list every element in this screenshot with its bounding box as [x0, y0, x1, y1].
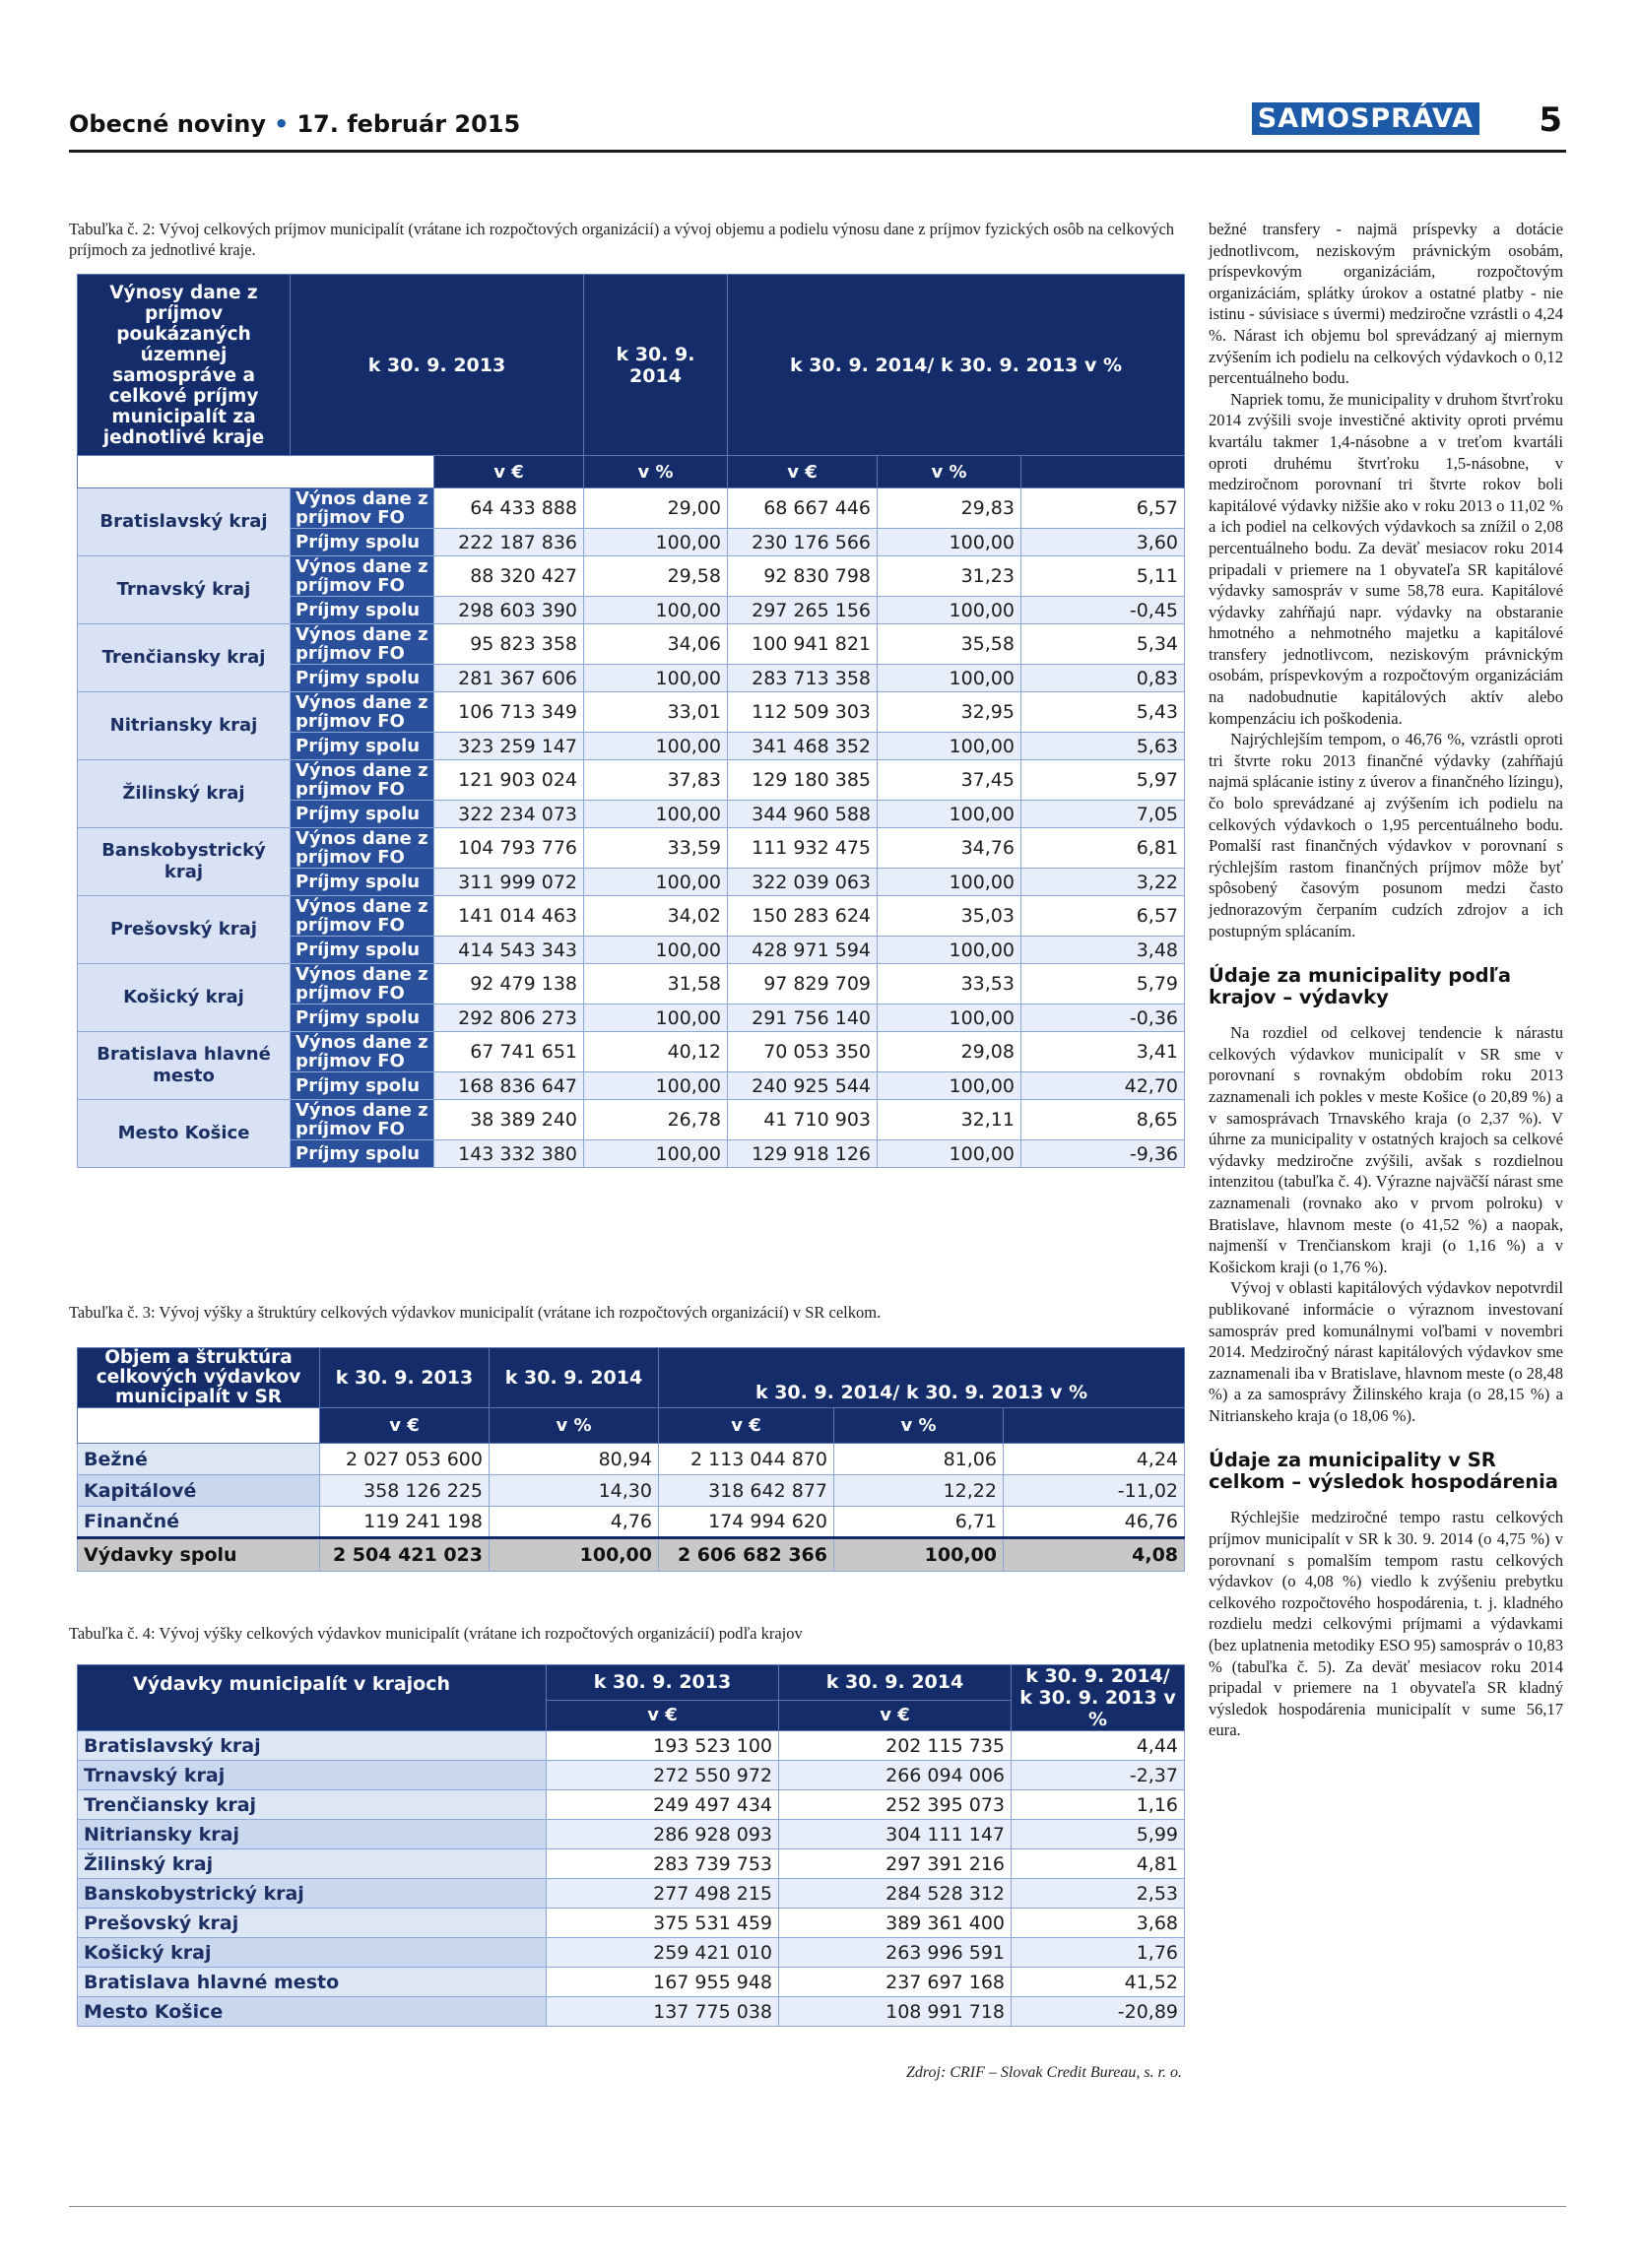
table-cell: 29,00: [584, 488, 728, 529]
table4-head-ratio: k 30. 9. 2014/ k 30. 9. 2013 v %: [1012, 1665, 1185, 1731]
table-cell: 33,59: [584, 828, 728, 869]
table-row: [78, 1997, 1185, 2027]
separator-dot: •: [273, 110, 290, 138]
table-row: [78, 1507, 1185, 1538]
table-cell: 292 806 273: [434, 1004, 584, 1032]
table-cell: 143 332 380: [434, 1140, 584, 1168]
article-paragraph: Najrýchlejším tempom, o 46,76 %, vzrástli oproti tri štvrte roku 2013 finančné výdavky (zahŕňajú najmä splácanie istiny z úverov a finančného lízingu), čo bolo sprevádzané aj zvýšením ich podielu na celkových výdavkoch o 1,95 percentuálneho bodu. Pomalší rast finančných výdavkov v porovnaní s rýchlejším rastom finančných príjmov môže byť spôsobený časovým posunom medzi často jednorazovým čerpaním cudzích zdrojov a ich postupným splácaním.: [1209, 730, 1563, 940]
table-cell: 31,58: [584, 964, 728, 1004]
table-cell: 5,99: [1012, 1820, 1185, 1849]
row-type-label: Výnos dane z príjmov FO: [291, 692, 434, 733]
masthead: [69, 110, 520, 138]
page-header: [69, 100, 1566, 153]
table-row: [78, 1790, 1185, 1820]
table2-sub-pct-2014: v %: [878, 456, 1021, 488]
row-type-label: Príjmy spolu: [291, 1004, 434, 1032]
table-cell: 100,00: [584, 597, 728, 624]
table-cell: 3,60: [1021, 529, 1185, 556]
table-row: [78, 1879, 1185, 1909]
table-cell: 37,45: [878, 760, 1021, 801]
table-cell: 67 741 651: [434, 1032, 584, 1072]
table-cell: 6,57: [1021, 488, 1185, 529]
table2-body: [78, 488, 1185, 1168]
table-cell: 2 504 421 023: [320, 1538, 490, 1572]
table-cell: 106 713 349: [434, 692, 584, 733]
table-cell: 240 925 544: [728, 1072, 878, 1100]
row-type-label: Výnos dane z príjmov FO: [291, 556, 434, 597]
table-cell: 95 823 358: [434, 624, 584, 665]
table2-sub-blank: [78, 456, 434, 488]
table-cell: 2 113 044 870: [659, 1444, 834, 1475]
table-cell: 6,81: [1021, 828, 1185, 869]
table-cell: 100,00: [584, 869, 728, 896]
table-cell: 41,52: [1012, 1968, 1185, 1997]
issue-date: 17. február 2015: [296, 110, 521, 138]
row-label: Prešovský kraj: [78, 1909, 547, 1938]
table-row-total: [78, 1538, 1185, 1572]
table-row: [78, 1761, 1185, 1790]
row-label: Finančné: [78, 1507, 320, 1538]
table2: [77, 274, 1185, 1168]
table-cell: 100,00: [584, 801, 728, 828]
table-cell: 100,00: [878, 801, 1021, 828]
table-cell: 193 523 100: [547, 1731, 779, 1761]
article-paragraph: Na rozdiel od celkovej tendencie k nárastu celkových výdavkov municipalít v SR sme v porovnaní s rovnakým obdobím roku 2013 zaznamenali ich pokles v meste Košice (o 20,89 %) a v samosprávach Trnavského kraja (o 2,37 %). V úhrne za municipality v ostatných krajoch sa celkové výdavky medziročne zvýšili, avšak s rozdielnou intenzitou (tabuľka č. 4). Výrazne najväčší nárast sme zaznamenali (rovnako ako v prvom polroku) v Bratislave, hlavnom meste (o 41,52 %) a naopak, najmenší v Trenčianskom kraji (o 1,16 %) a v Košickom kraji (o 1,76 %).: [1209, 1023, 1563, 1276]
table-cell: 150 283 624: [728, 896, 878, 937]
table4-head-2014: k 30. 9. 2014: [779, 1665, 1012, 1701]
table-cell: 237 697 168: [779, 1968, 1012, 1997]
table4-body: [78, 1731, 1185, 2027]
table-cell: 389 361 400: [779, 1909, 1012, 1938]
table-cell: 3,22: [1021, 869, 1185, 896]
table2-head-ratio: k 30. 9. 2014/ k 30. 9. 2013 v %: [728, 275, 1185, 456]
row-type-label: Príjmy spolu: [291, 597, 434, 624]
article-heading: Údaje za municipality podľa krajov – výdavky: [1209, 964, 1512, 1009]
table-cell: 100,00: [878, 665, 1021, 692]
table-cell: 263 996 591: [779, 1938, 1012, 1968]
table-cell: 174 994 620: [659, 1507, 834, 1538]
table-cell: -0,45: [1021, 597, 1185, 624]
region-name: Nitriansky kraj: [78, 692, 291, 760]
table-cell: 222 187 836: [434, 529, 584, 556]
table-cell: 100,00: [490, 1538, 659, 1572]
table-row: [78, 556, 1185, 597]
row-label: Bežné: [78, 1444, 320, 1475]
region-name: Banskobystrický kraj: [78, 828, 291, 896]
table-cell: -9,36: [1021, 1140, 1185, 1168]
table-cell: 100 941 821: [728, 624, 878, 665]
row-label: Kapitálové: [78, 1475, 320, 1507]
row-type-label: Výnos dane z príjmov FO: [291, 1032, 434, 1072]
table-cell: 97 829 709: [728, 964, 878, 1004]
table-cell: 104 793 776: [434, 828, 584, 869]
table-cell: 6,57: [1021, 896, 1185, 937]
table-cell: 12,22: [834, 1475, 1004, 1507]
table-cell: 297 265 156: [728, 597, 878, 624]
table-cell: 281 367 606: [434, 665, 584, 692]
row-label: Banskobystrický kraj: [78, 1879, 547, 1909]
table-cell: 322 039 063: [728, 869, 878, 896]
row-label: Žilinský kraj: [78, 1849, 547, 1879]
table-cell: 26,78: [584, 1100, 728, 1140]
row-type-label: Príjmy spolu: [291, 869, 434, 896]
table-cell: 92 479 138: [434, 964, 584, 1004]
table-row: [78, 488, 1185, 529]
table-cell: 121 903 024: [434, 760, 584, 801]
row-type-label: Výnos dane z príjmov FO: [291, 828, 434, 869]
table-row: [78, 692, 1185, 733]
table-cell: 88 320 427: [434, 556, 584, 597]
table-cell: 108 991 718: [779, 1997, 1012, 2027]
table-row: [78, 964, 1185, 1004]
table-cell: 100,00: [878, 1072, 1021, 1100]
table4-source: Zdroj: CRIF – Slovak Credit Bureau, s. r. o.: [906, 2064, 1182, 2081]
table-cell: 129 918 126: [728, 1140, 878, 1168]
bottom-rule: [69, 2206, 1566, 2207]
table-cell: 3,48: [1021, 937, 1185, 964]
table-cell: 35,03: [878, 896, 1021, 937]
table-cell: 277 498 215: [547, 1879, 779, 1909]
table-cell: 100,00: [878, 1140, 1021, 1168]
table-cell: 29,58: [584, 556, 728, 597]
table3-sub-blank-right: [1004, 1408, 1185, 1444]
table-cell: 5,11: [1021, 556, 1185, 597]
table-cell: 100,00: [584, 665, 728, 692]
region-name: Trnavský kraj: [78, 556, 291, 624]
table-cell: 6,71: [834, 1507, 1004, 1538]
row-type-label: Príjmy spolu: [291, 665, 434, 692]
table-cell: 286 928 093: [547, 1820, 779, 1849]
table-cell: 167 955 948: [547, 1968, 779, 1997]
table-row: [78, 1731, 1185, 1761]
table-cell: 341 468 352: [728, 733, 878, 760]
publication-name: Obecné noviny: [69, 110, 266, 138]
table-row: [78, 1909, 1185, 1938]
page-number: 5: [1539, 100, 1562, 140]
table-cell: 259 421 010: [547, 1938, 779, 1968]
table-cell: 291 756 140: [728, 1004, 878, 1032]
table3-caption: Tabuľka č. 3: Vývoj výšky a štruktúry celkových výdavkov municipalít (vrátane ich rozpočtových organizácií) v SR celkom.: [69, 1303, 882, 1322]
table3-head-col1: Objem a štruktúra celkových výdavkov municipalít v SR: [78, 1348, 320, 1408]
table-cell: 35,58: [878, 624, 1021, 665]
table-cell: 68 667 446: [728, 488, 878, 529]
table-cell: 3,68: [1012, 1909, 1185, 1938]
table4-sub-eur-2013: v €: [547, 1700, 779, 1730]
row-type-label: Príjmy spolu: [291, 529, 434, 556]
table-cell: 33,53: [878, 964, 1021, 1004]
row-label: Bratislava hlavné mesto: [78, 1968, 547, 1997]
table-row: [78, 1444, 1185, 1475]
row-label: Mesto Košice: [78, 1997, 547, 2027]
table-cell: 2,53: [1012, 1879, 1185, 1909]
table-cell: 119 241 198: [320, 1507, 490, 1538]
region-name: Bratislavský kraj: [78, 488, 291, 556]
table-cell: 283 739 753: [547, 1849, 779, 1879]
table-cell: 311 999 072: [434, 869, 584, 896]
table-cell: 100,00: [834, 1538, 1004, 1572]
table-cell: 1,76: [1012, 1938, 1185, 1968]
table-cell: 100,00: [878, 597, 1021, 624]
table2-caption: Tabuľka č. 2: Vývoj celkových príjmov municipalít (vrátane ich rozpočtových organizácií) a vývoj objemu a podielu výnosu dane z príjmov fyzických osôb na celkových príjmoch za jednotlivé kraje.: [69, 220, 1175, 259]
region-name: Bratislava hlavné mesto: [78, 1032, 291, 1100]
table-cell: 252 395 073: [779, 1790, 1012, 1820]
table-cell: 42,70: [1021, 1072, 1185, 1100]
table3-sub-pct-2014: v %: [834, 1408, 1004, 1444]
table4: [77, 1664, 1185, 2027]
table-cell: 137 775 038: [547, 1997, 779, 2027]
table3-head-2014: k 30. 9. 2014: [490, 1348, 659, 1408]
table-cell: 34,06: [584, 624, 728, 665]
table2-sub-blank-right: [1021, 456, 1185, 488]
row-type-label: Výnos dane z príjmov FO: [291, 760, 434, 801]
row-type-label: Výnos dane z príjmov FO: [291, 1100, 434, 1140]
table-cell: 318 642 877: [659, 1475, 834, 1507]
table-cell: 70 053 350: [728, 1032, 878, 1072]
table-cell: -2,37: [1012, 1761, 1185, 1790]
table4-head-col1: Výdavky municipalít v krajoch: [78, 1665, 547, 1731]
table3-sub-eur-2014: v €: [659, 1408, 834, 1444]
table-cell: 112 509 303: [728, 692, 878, 733]
table-cell: 33,01: [584, 692, 728, 733]
table-cell: 31,23: [878, 556, 1021, 597]
article-paragraph: Rýchlejšie medziročné tempo rastu celkových príjmov municipalít v SR k 30. 9. 2014 (o 4,75 %) v porovnaní s pomalším tempom rastu celkových výdavkov (o 4,08 %) viedlo k zvýšeniu prebytku celkového rozpočtového hospodárenia, t. j. kladného rozdielu medzi celkovými príjmami a výdavkami (bez uplatnenia metodiky ESO 95) samospráv o 10,83 % (tabuľka č. 5). Za deväť mesiacov roku 2014 pripadal v priemere na 1 obyvateľa SR kladný výsledok hospodárenia municipalít v sume 56,17 eura.: [1209, 1508, 1563, 1740]
table2-head-2013: k 30. 9. 2013: [291, 275, 584, 456]
table-cell: 100,00: [584, 733, 728, 760]
table-cell: 111 932 475: [728, 828, 878, 869]
row-label: Trnavský kraj: [78, 1761, 547, 1790]
region-name: Trenčiansky kraj: [78, 624, 291, 692]
table2-head-col1: Výnosy dane z príjmov poukázaných územnej samospráve a celkové príjmy municipalít za jednotlivé kraje: [78, 275, 291, 456]
table-cell: 4,08: [1004, 1538, 1185, 1572]
row-label: Bratislavský kraj: [78, 1731, 547, 1761]
table-cell: 100,00: [878, 733, 1021, 760]
table-row: [78, 1100, 1185, 1140]
table3-head-ratio: k 30. 9. 2014/ k 30. 9. 2013 v %: [659, 1348, 1185, 1408]
table-row: [78, 760, 1185, 801]
table-row: [78, 1938, 1185, 1968]
table2-sub-eur-2014: v €: [728, 456, 878, 488]
table-cell: 38 389 240: [434, 1100, 584, 1140]
table-cell: 297 391 216: [779, 1849, 1012, 1879]
table-row: [78, 624, 1185, 665]
region-name: Prešovský kraj: [78, 896, 291, 964]
table2-head-2014: k 30. 9. 2014: [584, 275, 728, 456]
row-type-label: Výnos dane z príjmov FO: [291, 488, 434, 529]
table2-sub-eur-2013: v €: [434, 456, 584, 488]
table-cell: 100,00: [878, 937, 1021, 964]
row-type-label: Príjmy spolu: [291, 937, 434, 964]
table4-head-2013: k 30. 9. 2013: [547, 1665, 779, 1701]
table-cell: 40,12: [584, 1032, 728, 1072]
table-cell: 8,65: [1021, 1100, 1185, 1140]
table-cell: 32,11: [878, 1100, 1021, 1140]
table-cell: 7,05: [1021, 801, 1185, 828]
table3: [77, 1347, 1185, 1572]
table-cell: 298 603 390: [434, 597, 584, 624]
table-row: [78, 1849, 1185, 1879]
table-cell: 100,00: [584, 937, 728, 964]
table-cell: 81,06: [834, 1444, 1004, 1475]
table-cell: 141 014 463: [434, 896, 584, 937]
table-cell: 64 433 888: [434, 488, 584, 529]
table-cell: 414 543 343: [434, 937, 584, 964]
table-cell: 41 710 903: [728, 1100, 878, 1140]
table-row: [78, 896, 1185, 937]
article-heading: Údaje za municipality v SR celkom – výsledok hospodárenia: [1209, 1449, 1558, 1494]
table-cell: 249 497 434: [547, 1790, 779, 1820]
row-label: Nitriansky kraj: [78, 1820, 547, 1849]
table-cell: 0,83: [1021, 665, 1185, 692]
table-cell: 266 094 006: [779, 1761, 1012, 1790]
row-type-label: Výnos dane z príjmov FO: [291, 964, 434, 1004]
table-cell: 284 528 312: [779, 1879, 1012, 1909]
table-row: [78, 1475, 1185, 1507]
table3-sub-blank: [78, 1408, 320, 1444]
table-cell: 34,02: [584, 896, 728, 937]
row-type-label: Príjmy spolu: [291, 801, 434, 828]
table-cell: 4,81: [1012, 1849, 1185, 1879]
table-row: [78, 828, 1185, 869]
table-cell: 100,00: [584, 1140, 728, 1168]
table3-sub-eur-2013: v €: [320, 1408, 490, 1444]
table-cell: 29,83: [878, 488, 1021, 529]
table-row: [78, 1968, 1185, 1997]
table4-caption: Tabuľka č. 4: Vývoj výšky celkových výdavkov municipalít (vrátane ich rozpočtových organizácií) podľa krajov: [69, 1624, 803, 1643]
row-type-label: Príjmy spolu: [291, 733, 434, 760]
table-cell: 100,00: [878, 1004, 1021, 1032]
table-cell: 375 531 459: [547, 1909, 779, 1938]
table-cell: 32,95: [878, 692, 1021, 733]
row-type-label: Výnos dane z príjmov FO: [291, 624, 434, 665]
table-cell: 304 111 147: [779, 1820, 1012, 1849]
row-type-label: Výnos dane z príjmov FO: [291, 896, 434, 937]
table-cell: 34,76: [878, 828, 1021, 869]
table-cell: 100,00: [584, 1004, 728, 1032]
table-cell: 2 606 682 366: [659, 1538, 834, 1572]
table-cell: 283 713 358: [728, 665, 878, 692]
table-cell: -11,02: [1004, 1475, 1185, 1507]
table-cell: 322 234 073: [434, 801, 584, 828]
table-cell: 100,00: [878, 529, 1021, 556]
table3-head-2013: k 30. 9. 2013: [320, 1348, 490, 1408]
table-row: [78, 1820, 1185, 1849]
table-cell: 14,30: [490, 1475, 659, 1507]
table-cell: 4,76: [490, 1507, 659, 1538]
row-type-label: Príjmy spolu: [291, 1072, 434, 1100]
table-cell: 202 115 735: [779, 1731, 1012, 1761]
article-paragraph: bežné transfery - najmä príspevky a dotácie jednotlivcom, neziskovým právnickým osobám, príspevkovým organizáciám, rozpočtovým organizáciám, splátky úrokov a ostatné platby - nie istinu - súvisiace s úvermi) medziročne vzrástli o 4,24 %. Nárast ich objemu bol sprevádzaný aj miernym zvýšením ich podielu na celkových výdavkoch o 0,12 percentuálneho bodu.: [1209, 220, 1563, 388]
table-cell: 2 027 053 600: [320, 1444, 490, 1475]
table-cell: 37,83: [584, 760, 728, 801]
table2-sub-pct-2013: v %: [584, 456, 728, 488]
table-cell: 272 550 972: [547, 1761, 779, 1790]
table-cell: 129 180 385: [728, 760, 878, 801]
table-cell: 5,63: [1021, 733, 1185, 760]
table-cell: 5,79: [1021, 964, 1185, 1004]
table-cell: 3,41: [1021, 1032, 1185, 1072]
table-cell: 1,16: [1012, 1790, 1185, 1820]
row-label: Košický kraj: [78, 1938, 547, 1968]
table-cell: 46,76: [1004, 1507, 1185, 1538]
table-cell: 428 971 594: [728, 937, 878, 964]
table-cell: 92 830 798: [728, 556, 878, 597]
table4-sub-eur-2014: v €: [779, 1700, 1012, 1730]
row-label: Výdavky spolu: [78, 1538, 320, 1572]
table-cell: 5,97: [1021, 760, 1185, 801]
region-name: Košický kraj: [78, 964, 291, 1032]
table-cell: 4,44: [1012, 1731, 1185, 1761]
table-cell: 4,24: [1004, 1444, 1185, 1475]
table-cell: 5,34: [1021, 624, 1185, 665]
table3-body: [78, 1444, 1185, 1572]
table-cell: 5,43: [1021, 692, 1185, 733]
table-cell: 80,94: [490, 1444, 659, 1475]
table-row: [78, 1032, 1185, 1072]
table3-sub-pct-2013: v %: [490, 1408, 659, 1444]
table-cell: 100,00: [878, 869, 1021, 896]
table-cell: 100,00: [584, 529, 728, 556]
row-type-label: Príjmy spolu: [291, 1140, 434, 1168]
table-cell: -0,36: [1021, 1004, 1185, 1032]
table-cell: 168 836 647: [434, 1072, 584, 1100]
article-column: [1209, 219, 1563, 1741]
table-cell: 230 176 566: [728, 529, 878, 556]
article-paragraph: Vývoj v oblasti kapitálových výdavkov nepotvrdil publikované informácie o výraznom investovaní samospráv pred komunálnymi voľbami v novembri 2014. Medziročný nárast kapitálových výdavkov sme zaznamenali iba v Bratislave, hlavnom meste (o 28,48 %) a za samosprávy Žilinského kraja (o 28,15 %) a Nitrianskeho kraja (o 18,06 %).: [1209, 1278, 1563, 1425]
table-cell: 323 259 147: [434, 733, 584, 760]
table-cell: 100,00: [584, 1072, 728, 1100]
region-name: Žilinský kraj: [78, 760, 291, 828]
table-cell: 358 126 225: [320, 1475, 490, 1507]
table-cell: 29,08: [878, 1032, 1021, 1072]
table-cell: -20,89: [1012, 1997, 1185, 2027]
table-cell: 344 960 588: [728, 801, 878, 828]
region-name: Mesto Košice: [78, 1100, 291, 1168]
section-label: SAMOSPRÁVA: [1252, 102, 1479, 135]
article-paragraph: Napriek tomu, že municipality v druhom štvrťroku 2014 zvýšili svoje investičné aktivity oproti prvému kvartálu takmer 1,4-násobne a v treťom kvartáli oproti druhému štvrťroku 1,5-násobne, v medziročnom porovnaní tri štvrte rokov boli kapitálové výdavky nižšie ako v roku 2013 o 11,02 % a ich podiel na celkových výdavkoch sa znížil o 2,08 percentuálneho bodu. Za deväť mesiacov roku 2014 pripadali v priemere na 1 obyvateľa SR kapitálové výdavky samospráv v sume 58,78 eura. Kapitálové výdavky zahŕňajú napr. výdavky na obstaranie hmotného a nehmotného majetku a kapitálové transfery jednotlivcom, neziskovým právnickým osobám, príspevkovým a rozpočtovým organizáciám na nadobudnutie kapitálových aktív alebo kompenzáciu ich poškodenia.: [1209, 389, 1563, 728]
row-label: Trenčiansky kraj: [78, 1790, 547, 1820]
